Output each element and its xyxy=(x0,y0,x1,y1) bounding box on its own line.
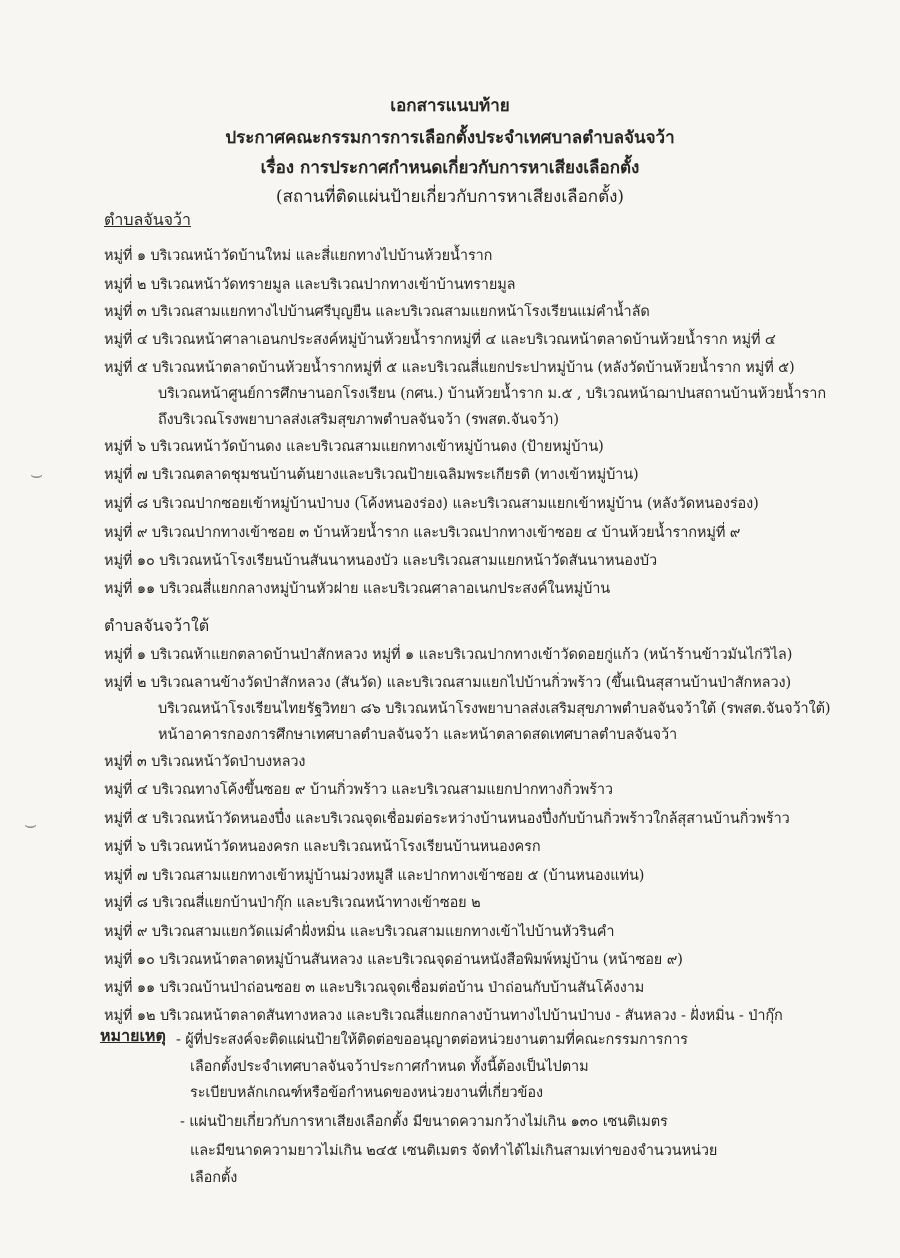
list-item: หมู่ที่ ๕ บริเวณหน้าตลาดบ้านห้วยน้ำรากหมู่ที่ ๕ และบริเวณสี่แยกประปาหมู่บ้าน (หลังวัดบ้านห้วยน้ำราก หมู่ที่ ๕) xyxy=(104,360,795,376)
punch-hole-mark: ⌣ xyxy=(30,462,44,486)
section-title-chanchwa-tai: ตำบลจันจว้าใต้ xyxy=(104,616,210,635)
list-item: หมู่ที่ ๑ บริเวณห้าแยกตลาดบ้านป่าสักหลวง หมู่ที่ ๑ และบริเวณปากทางเข้าวัดดอยกู่แก้ว (หน้าร้านข้าวมันไก่วิไล) xyxy=(104,647,793,663)
note-line: และมีขนาดความยาวไม่เกิน ๒๔๕ เซนติเมตร จัดทำได้ไม่เกินสามเท่าของจำนวนหน่วย xyxy=(190,1143,718,1159)
note-line: เลือกตั้งประจำเทศบาลจันจว้าประกาศกำหนด ทั้งนี้ต้องเป็นไปตาม xyxy=(190,1059,589,1075)
announcement-title: ประกาศคณะกรรมการการเลือกตั้งประจำเทศบาลตำบลจันจว้า xyxy=(225,128,675,148)
note-line: ระเบียบหลักเกณฑ์หรือข้อกำหนดของหน่วยงานที่เกี่ยวข้อง xyxy=(190,1085,543,1101)
list-item: หมู่ที่ ๘ บริเวณสี่แยกบ้านป่ากุ๊ก และบริเวณหน้าทางเข้าซอย ๒ xyxy=(104,895,481,911)
list-item: หมู่ที่ ๑๒ บริเวณหน้าตลาดสันทางหลวง และบริเวณสี่แยกกลางบ้านทางไปบ้านป่าบง - สันหลวง - ฝั่งหมิ่น - ป่ากุ๊ก xyxy=(104,1008,783,1024)
note-line: - ผู้ที่ประสงค์จะติดแผ่นป้ายให้ติดต่อขออนุญาตต่อหน่วยงานตามที่คณะกรรมการการ xyxy=(176,1032,688,1048)
list-item: หมู่ที่ ๔ บริเวณหน้าศาลาเอนกประสงค์หมู่บ้านห้วยน้ำรากหมู่ที่ ๔ และบริเวณหน้าตลาดบ้านห้วยน้ำราก หมู่ที่ ๔ xyxy=(104,332,776,348)
list-item: หมู่ที่ ๙ บริเวณปากทางเข้าซอย ๓ บ้านห้วยน้ำราก และบริเวณปากทางเข้าซอย ๔ บ้านห้วยน้ำรากหมู่ที่ ๙ xyxy=(104,525,741,541)
list-item: หมู่ที่ ๑๐ บริเวณหน้าโรงเรียนบ้านสันนาหนองบัว และบริเวณสามแยกหน้าวัดสันนาหนองบัว xyxy=(104,553,658,569)
note-line: เลือกตั้ง xyxy=(190,1170,238,1186)
list-item: หมู่ที่ ๔ บริเวณทางโค้งขึ้นซอย ๙ บ้านกิ่วพร้าว และบริเวณสามแยกปากทางกิ่วพร้าว xyxy=(104,782,613,798)
punch-hole-mark: ⌣ xyxy=(24,812,38,836)
list-item: หมู่ที่ ๕ บริเวณหน้าวัดหนองปึ๋ง และบริเวณจุดเชื่อมต่อระหว่างบ้านหนองปึ๋งกับบ้านกิ่วพร้าวใกล้สุสานบ้านกิ่วพร้าว xyxy=(104,811,790,827)
list-item: หมู่ที่ ๘ บริเวณปากซอยเข้าหมู่บ้านป่าบง (โค้งหนองร่อง) และบริเวณสามแยกเข้าหมู่บ้าน (หลังวัดหนองร่อง) xyxy=(104,496,759,512)
list-item-continuation: หน้าอาคารกองการศึกษาเทศบาลตำบลจันจว้า และหน้าตลาดสดเทศบาลตำบลจันจว้า xyxy=(158,727,678,743)
section-title-chanchwa: ตำบลจันจว้า xyxy=(104,210,191,229)
list-item: หมู่ที่ ๖ บริเวณหน้าวัดหนองครก และบริเวณหน้าโรงเรียนบ้านหนองครก xyxy=(104,839,541,855)
subject-line: เรื่อง การประกาศกำหนดเกี่ยวกับการหาเสียงเลือกตั้ง xyxy=(260,158,640,178)
notes-label: หมายเหตุ xyxy=(100,1026,166,1045)
list-item-continuation: บริเวณหน้าโรงเรียนไทยรัฐวิทยา ๘๖ บริเวณหน้าโรงพยาบาลส่งเสริมสุขภาพตำบลจันจว้าใต้ (รพสต.จันจว้าใต้) xyxy=(158,701,831,717)
list-item: หมู่ที่ ๗ บริเวณตลาดชุมชนบ้านต้นยางและบริเวณป้ายเฉลิมพระเกียรติ (ทางเข้าหมู่บ้าน) xyxy=(104,467,639,483)
list-item-continuation: ถึงบริเวณโรงพยาบาลส่งเสริมสุขภาพตำบลจันจว้า (รพสต.จันจว้า) xyxy=(158,412,559,428)
list-item: หมู่ที่ ๒ บริเวณลานข้างวัดป่าสักหลวง (สันวัด) และบริเวณสามแยกไปบ้านกิ่วพร้าว (ขึ้นเนินสุสานบ้านป่าสักหลวง) xyxy=(104,675,792,691)
subtitle: (สถานที่ติดแผ่นป้ายเกี่ยวกับการหาเสียงเลือกตั้ง) xyxy=(275,187,625,207)
attachment-title: เอกสารแนบท้าย xyxy=(390,96,510,116)
note-line: - แผ่นป้ายเกี่ยวกับการหาเสียงเลือกตั้ง มีขนาดความกว้างไม่เกิน ๑๓๐ เซนติเมตร xyxy=(180,1114,668,1130)
list-item: หมู่ที่ ๓ บริเวณหน้าวัดป่าบงหลวง xyxy=(104,754,306,770)
list-item: หมู่ที่ ๒ บริเวณหน้าวัดทรายมูล และบริเวณปากทางเข้าบ้านทรายมูล xyxy=(104,277,516,293)
list-item-continuation: บริเวณหน้าศูนย์การศึกษานอกโรงเรียน (กศน.) บ้านห้วยน้ำราก ม.๕ , บริเวณหน้าฌาปนสถานบ้านห้วยน้ำราก xyxy=(158,386,827,402)
list-item: หมู่ที่ ๗ บริเวณสามแยกทางเข้าหมู่บ้านม่วงหมูสี และปากทางเข้าซอย ๕ (บ้านหนองแท่น) xyxy=(104,868,645,884)
list-item: หมู่ที่ ๑ บริเวณหน้าวัดบ้านใหม่ และสี่แยกทางไปบ้านห้วยน้ำราก xyxy=(104,248,493,264)
list-item: หมู่ที่ ๑๐ บริเวณหน้าตลาดหมู่บ้านสันหลวง และบริเวณจุดอ่านหนังสือพิมพ์หมู่บ้าน (หน้าซอย ๙) xyxy=(104,952,683,968)
list-item: หมู่ที่ ๖ บริเวณหน้าวัดบ้านดง และบริเวณสามแยกทางเข้าหมู่บ้านดง (ป้ายหมู่บ้าน) xyxy=(104,439,604,455)
list-item: หมู่ที่ ๑๑ บริเวณบ้านป่าถ่อนซอย ๓ และบริเวณจุดเชื่อมต่อบ้าน ป่าถ่อนกับบ้านสันโค้งงาม xyxy=(104,980,645,996)
list-item: หมู่ที่ ๓ บริเวณสามแยกทางไปบ้านศรีบุญยืน และบริเวณสามแยกหน้าโรงเรียนแม่คำน้ำลัด xyxy=(104,304,650,320)
list-item: หมู่ที่ ๙ บริเวณสามแยกวัดแม่คำฝั่งหมิ่น และบริเวณสามแยกทางเข้าไปบ้านหัวรินคำ xyxy=(104,924,615,940)
list-item: หมู่ที่ ๑๑ บริเวณสี่แยกกลางหมู่บ้านหัวฝาย และบริเวณศาลาอเนกประสงค์ในหมู่บ้าน xyxy=(104,581,611,597)
